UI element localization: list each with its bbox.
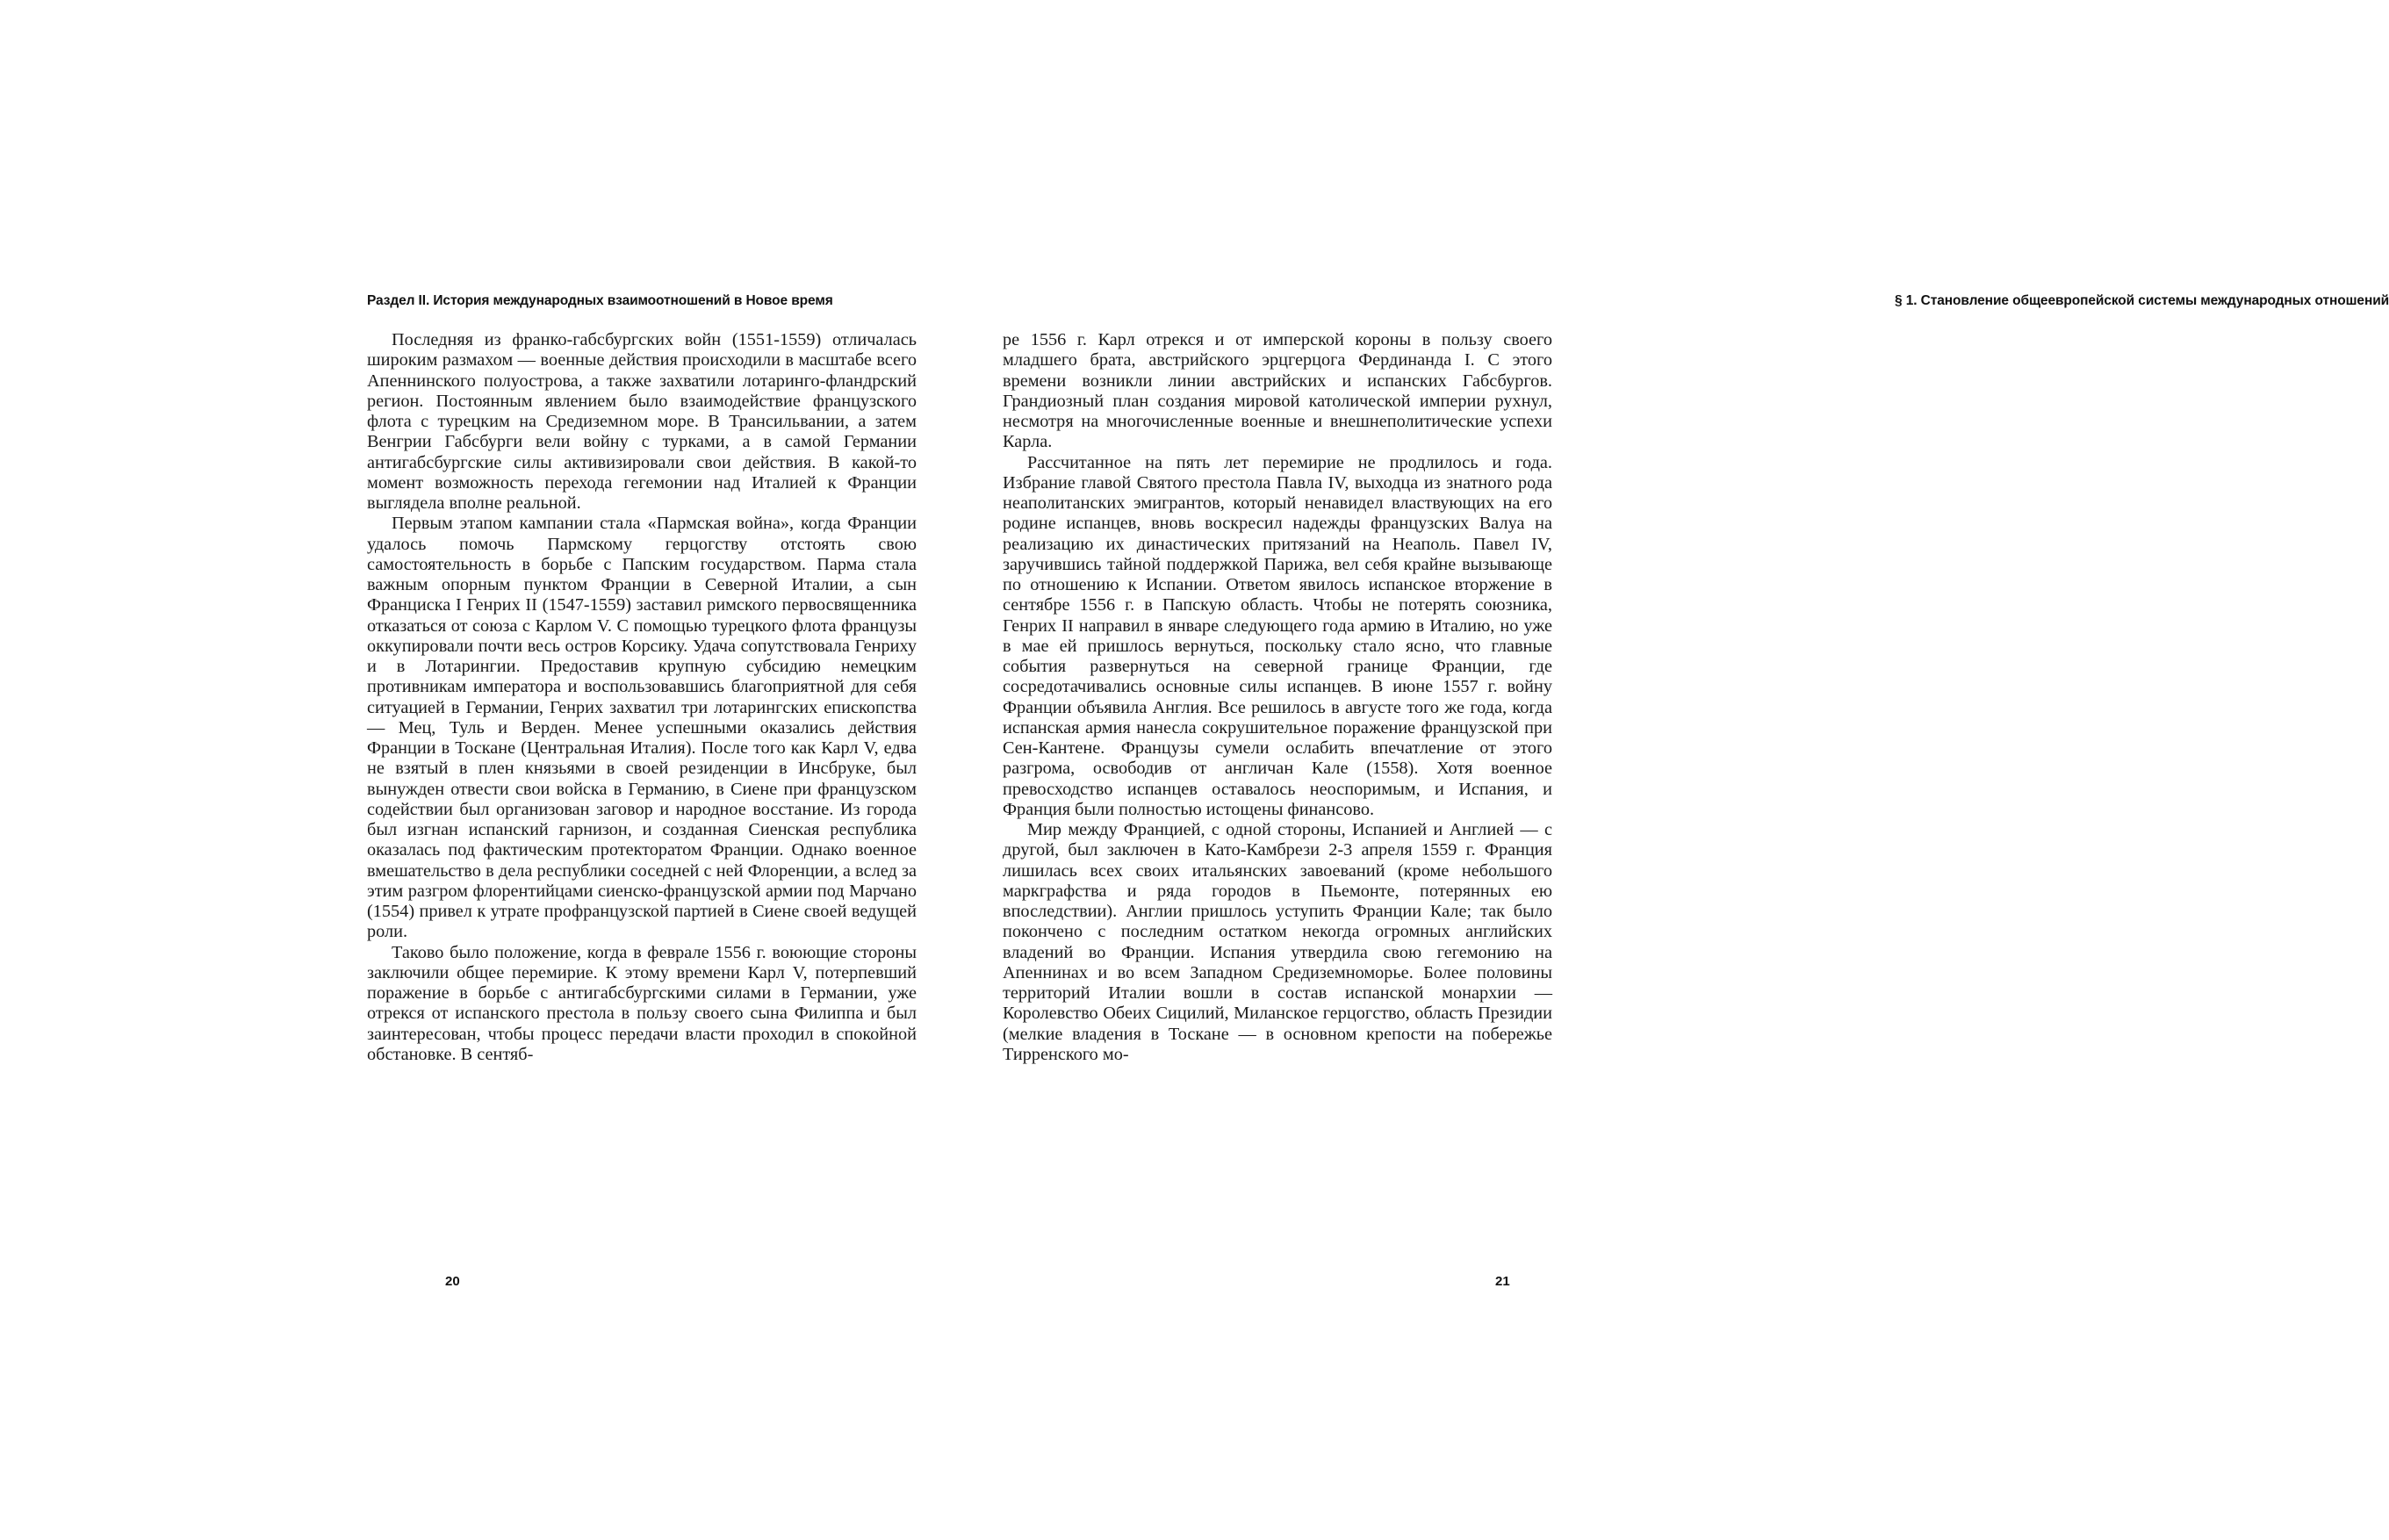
paragraph: Последняя из франко-габсбургских войн (1551-1559) отличалась широким размахом — военные действия происходили в масштабе всего Апеннинского полуострова, а также захватили лотаринго-фландрский регион. Постоянным явлением было взаимодействие французского флота с турецким на Средиземном море. В Трансильвании, а затем Венгрии Габсбурги вели войну с турками, а в самой Германии антигабсбургские силы активизировали свои действия. В какой-то момент возможность перехода гегемонии над Италией к Франции выглядела вполне реальной. xyxy=(367,330,917,513)
page-number-right: 21 xyxy=(1495,1274,1510,1289)
body-text-left xyxy=(367,330,917,1065)
right-page xyxy=(1003,0,2389,1540)
running-head-left: Раздел II. История международных взаимоотношений в Новое время xyxy=(367,293,833,308)
paragraph: Таково было положение, когда в феврале 1556 г. воюющие стороны заключили общее перемирие. К этому времени Карл V, потерпевший поражение в борьбе с антигабсбургскими силами в Германии, уже отрекся от испанского престола в пользу своего сына Филиппа и был заинтересован, чтобы процесс передачи власти проходил в спокойной обстановке. В сентяб- xyxy=(367,942,917,1064)
running-head-right: § 1. Становление общеевропейской системы международных отношений xyxy=(1895,293,2389,308)
body-text-right xyxy=(1003,330,1552,1065)
paragraph-continuation: ре 1556 г. Карл отрекся и от имперской короны в пользу своего младшего брата, австрийского эрцгерцога Фердинанда I. С этого времени возникли линии австрийских и испанских Габсбургов. Грандиозный план создания мировой католической империи рухнул, несмотря на многочисленные военные и внешнеполитические успехи Карла. xyxy=(1003,330,1552,452)
paragraph: Первым этапом кампании стала «Пармская война», когда Франции удалось помочь Пармскому герцогству отстоять свою самостоятельность в борьбе с Папским государством. Парма стала важным опорным пунктом Франции в Северной Италии, а сын Франциска I Генрих II (1547-1559) заставил римского первосвященника отказаться от союза с Карлом V. С помощью турецкого флота французы оккупировали почти весь остров Корсику. Удача сопутствовала Генриху и в Лотарингии. Предоставив крупную субсидию немецким противникам императора и воспользовавшись благоприятной для себя ситуацией в Германии, Генрих захватил три лотарингских епископства — Мец, Туль и Верден. Менее успешными оказались действия Франции в Тоскане (Центральная Италия). После того как Карл V, едва не взятый в плен князьями в своей резиденции в Инсбруке, был вынужден отвести свои войска в Германию, в Сиене при французском содействии был организован заговор и народное восстание. Из города был изгнан испанский гарнизон, и созданная Сиенская республика оказалась под фактическим протекторатом Франции. Однако военное вмешательство в дела республики соседней с ней Флоренции, а вслед за этим разгром флорентийцами сиенско-французской армии под Марчано (1554) привел к утрате профранцузской партией в Сиене своей ведущей роли. xyxy=(367,514,917,942)
paragraph: Рассчитанное на пять лет перемирие не продлилось и года. Избрание главой Святого престола Павла IV, выходца из знатного рода неаполитанских эмигрантов, который ненавидел властвующих на его родине испанцев, вновь воскресил надежды французских Валуа на реализацию их династических притязаний на Неаполь. Павел IV, заручившись тайной поддержкой Парижа, вел себя крайне вызывающе по отношению к Испании. Ответом явилось испанское вторжение в сентябре 1556 г. в Папскую область. Чтобы не потерять союзника, Генрих II направил в январе следующего года армию в Италию, но уже в мае ей пришлось вернуться, поскольку стало ясно, что главные события развернуться на северной границе Франции, где сосредотачивались основные силы испанцев. В июне 1557 г. войну Франции объявила Англия. Все решилось в августе того же года, когда испанская армия нанесла сокрушительное поражение французской при Сен-Кантене. Французы сумели ослабить впечатление от этого разгрома, освободив от англичан Кале (1558). Хотя военное превосходство испанцев оставалось неоспоримым, и Испания, и Франция были полностью истощены финансово. xyxy=(1003,452,1552,819)
page-number-left: 20 xyxy=(445,1274,460,1289)
left-page xyxy=(0,0,1089,1540)
paragraph: Мир между Францией, с одной стороны, Испанией и Англией — с другой, был заключен в Като-Камбрези 2-3 апреля 1559 г. Франция лишилась всех своих итальянских завоеваний (кроме небольшого маркграфства и ряда городов в Пьемонте, потерянных ею впоследствии). Англии пришлось уступить Франции Кале; так было покончено с последним остатком некогда огромных английских владений во Франции. Испания утвердила свою гегемонию на Апеннинах и во всем Западном Средиземноморье. Более половины территорий Италии вошли в состав испанской монархии — Королевство Обеих Сицилий, Миланское герцогство, область Президии (мелкие владения в Тоскане — в основном крепости на побережье Тирренского мо- xyxy=(1003,820,1552,1064)
